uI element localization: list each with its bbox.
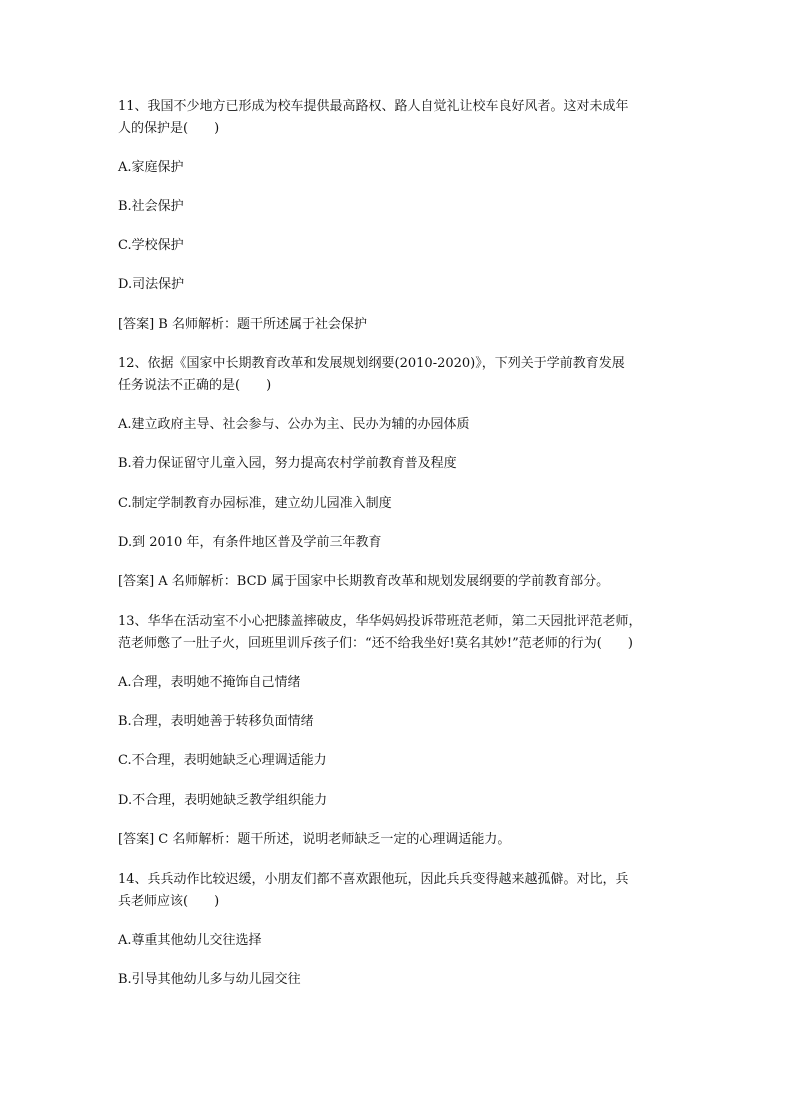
q12-option-a: A.建立政府主导、社会参与、公办为主、民办为辅的办园体质 — [118, 417, 470, 432]
q12-answer: [答案] A 名师解析：BCD 属于国家中长期教育改革和规划发展纲要的学前教育部分。 — [118, 574, 610, 589]
q11-option-c: C.学校保护 — [118, 238, 184, 253]
q13-stem-line-1: 13、华华在活动室不小心把膝盖摔破皮，华华妈妈投诉带班范老师，第二天园批评范老师， — [118, 614, 642, 629]
q12-stem-line-1: 12、依据《国家中长期教育改革和发展规划纲要(2010-2020)》，下列关于学前教育发展 — [118, 356, 625, 371]
q11-stem-line-2: 人的保护是( ) — [118, 121, 220, 136]
q11-option-a: A.家庭保护 — [118, 160, 184, 175]
q11-option-b: B.社会保护 — [118, 199, 184, 214]
q12-option-d: D.到 2010 年，有条件地区普及学前三年教育 — [118, 535, 382, 550]
q13-option-b: B.合理，表明她善于转移负面情绪 — [118, 714, 314, 729]
q13-option-a: A.合理，表明她不掩饰自己情绪 — [118, 675, 301, 690]
q13-option-c: C.不合理，表明她缺乏心理调适能力 — [118, 753, 327, 768]
q11-option-d: D.司法保护 — [118, 277, 185, 292]
q13-stem-line-2: 范老师憋了一肚子火，回班里训斥孩子们：“还不给我坐好!莫名其妙!”范老师的行为( ) — [118, 636, 633, 651]
q12-stem-line-2: 任务说法不正确的是( ) — [118, 378, 272, 393]
q12-option-b: B.着力保证留守儿童入园，努力提高农村学前教育普及程度 — [118, 456, 457, 471]
q14-option-a: A.尊重其他幼儿交往选择 — [118, 933, 262, 948]
q14-stem-line-2: 兵老师应该( ) — [118, 894, 220, 909]
q11-stem-line-1: 11、我国不少地方已形成为校车提供最高路权、路人自觉礼让校车良好风者。这对未成年 — [118, 99, 629, 114]
q14-option-b: B.引导其他幼儿多与幼儿园交往 — [118, 972, 301, 987]
q13-option-d: D.不合理，表明她缺乏教学组织能力 — [118, 793, 328, 808]
q14-stem-line-1: 14、兵兵动作比较迟缓，小朋友们都不喜欢跟他玩，因此兵兵变得越来越孤僻。对比，兵 — [118, 872, 629, 887]
q12-option-c: C.制定学制教育办园标准，建立幼儿园准入制度 — [118, 496, 392, 511]
q13-answer: [答案] C 名师解析：题干所述，说明老师缺乏一定的心理调适能力。 — [118, 832, 511, 847]
q11-answer: [答案] B 名师解析：题干所述属于社会保护 — [118, 317, 367, 332]
